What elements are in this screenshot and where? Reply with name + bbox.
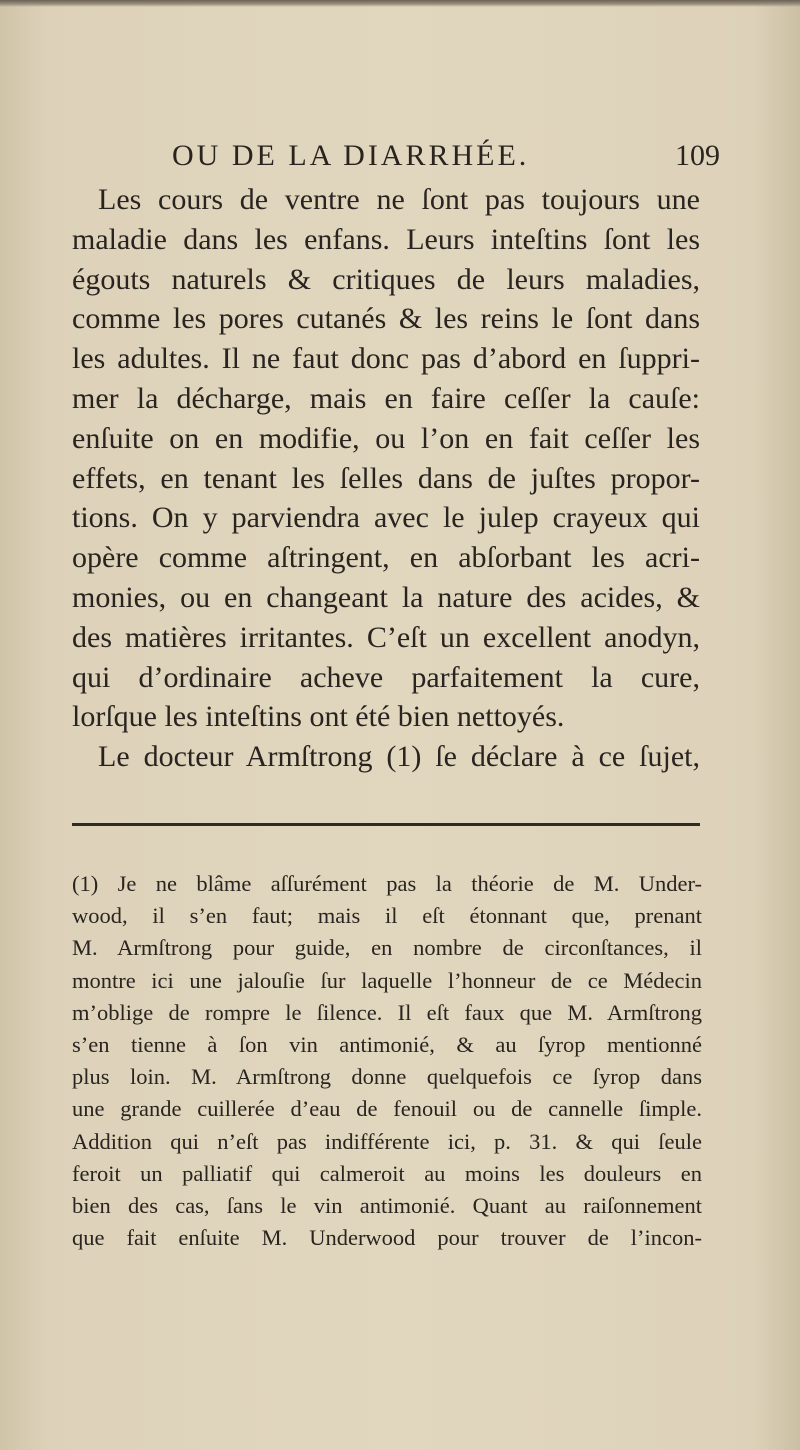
text-line: maladie dans les enfans. Leurs inteſtins ſont les [72, 222, 700, 256]
running-header [172, 136, 720, 176]
text-line: mer la décharge, mais en faire ceſſer la cauſe: [72, 381, 700, 415]
text-line: effets, en tenant les ſelles dans de juſtes propor- [72, 461, 700, 495]
text-line: des matières irritantes. C’eſt un excellent anodyn, [72, 620, 700, 654]
footnote [72, 868, 702, 1254]
text-line: tions. On y parviendra avec le julep crayeux qui [72, 501, 700, 535]
text-line: comme les pores cutanés & les reins le ſont dans [72, 302, 700, 336]
footnote-line: montre ici une jalouſie ſur laquelle l’honneur de ce Médecin [72, 967, 702, 993]
page-top-edge [0, 0, 800, 7]
main-text [72, 180, 700, 777]
footnote-separator [72, 823, 700, 826]
footnote-line: bien des cas, ſans le vin antimonié. Quant au raiſonnement [72, 1193, 702, 1219]
page-number: 109 [675, 139, 720, 172]
text-line: qui d’ordinaire acheve parfaitement la cure, [72, 660, 700, 694]
text-line: opère comme aſtringent, en abſorbant les acri- [72, 541, 700, 575]
footnote-line: M. Armſtrong pour guide, en nombre de circonſtances, il [72, 935, 702, 961]
footnote-line: une grande cuillerée d’eau de fenouil ou de cannelle ſimple. [72, 1096, 702, 1122]
footnote-line: m’oblige de rompre le ſilence. Il eſt faux que M. Armſtrong [72, 999, 702, 1025]
text-line: égouts naturels & critiques de leurs maladies, [72, 262, 700, 296]
footnote-line: que fait enſuite M. Underwood pour trouver de l’incon- [72, 1225, 702, 1251]
text-line: lorſque les inteſtins ont été bien nettoyés. [72, 700, 565, 734]
footnote-line: (1) Je ne blâme aſſurément pas la théorie de M. Under- [72, 871, 702, 896]
text-line: Le docteur Armſtrong (1) ſe déclare à ce ſujet, [98, 740, 700, 774]
text-line: monies, ou en changeant la nature des acides, & [72, 580, 700, 614]
text-line: enſuite on en modifie, ou l’on en fait ceſſer les [72, 421, 700, 455]
footnote-line: plus loin. M. Armſtrong donne quelquefois ce ſyrop dans [72, 1064, 702, 1090]
text-line: les adultes. Il ne faut donc pas d’abord en ſuppri- [72, 342, 700, 376]
footnote-line: Addition qui n’eſt pas indifférente ici, p. 31. & qui ſeule [72, 1128, 702, 1154]
text-line: Les cours de ventre ne ſont pas toujours une [98, 183, 700, 216]
footnote-line: s’en tienne à ſon vin antimonié, & au ſyrop mentionné [72, 1032, 702, 1058]
footnote-line: wood, il s’en faut; mais il eſt étonnant que, prenant [72, 903, 702, 929]
footnote-line: feroit un palliatif qui calmeroit au moins les douleurs en [72, 1160, 702, 1186]
running-title: OU DE LA DIARRHÉE. [172, 139, 530, 172]
